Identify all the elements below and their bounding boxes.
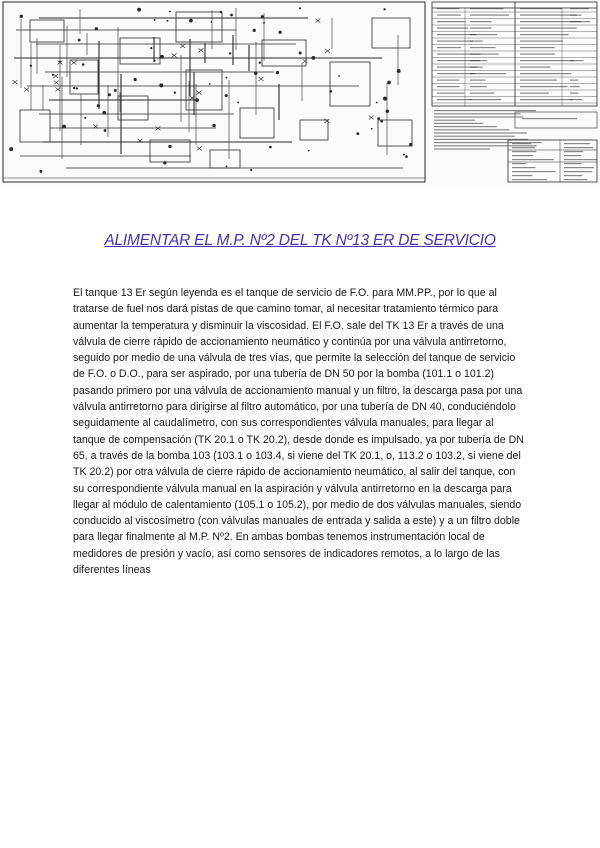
piping-schematic-drawing — [0, 0, 600, 186]
schematic-svg — [0, 0, 600, 186]
document-body-paragraph: El tanque 13 Er según leyenda es el tanque de servicio de F.O. para MM.PP., por lo que al tratarse de fuel nos dará pistas de que camino tomar, al necesitar tratamiento térmico para aumentar la temperatura y disminuir la viscosidad. El F.O. sale del TK 13 Er a través de una válvula de cierre rápido de accionamiento neumático y continúa por una válvula antirretorno, seguido por medio de una válvula de tres vías, que permite la selección del tanque de servicio de F.O. o D.O., para ser aspirado, por una tubería de DN 50 por la bomba (101.1 o 101.2) pasando primero por una válvula de accionamiento manual y un filtro, la descarga pasa por una válvula antirretorno para dirigirse al filtro automático, por una tubería de DN 40, conduciéndolo seguidamente al caudalímetro, con sus correspondientes válvula manuales, para llegar al tanque de compensación (TK 20.1 o TK 20.2), desde donde es impulsado, ya por tubería de DN 65, a través de la bomba 103 (103.1 o 103.4, si viene del TK 20.1, o, 113.2 o 103.2, si viene del TK 20.2) por otra válvula de cierre rápido de accionamiento neumático, al salir del tanque, con su correspondiente válvula manual en la aspiración y válvula antirretorno en la descarga para llegar al módulo de calentamiento (105.1 o 105.2), por medio de dos válvulas manuales, siendo conducido al viscosímetro (con válvulas manuales de entrada y salida a este) y a un filtro doble para llegar finalmente al M.P. Nº2. En ambas bombas tenemos instrumentación local de medidores de presión y vacío, así como sensores de indicadores remotos, a lo largo de las diferentes líneas — [73, 287, 524, 577]
document-title: ALIMENTAR EL M.P. Nº2 DEL TK Nº13 ER DE SERVICIO — [104, 232, 496, 249]
